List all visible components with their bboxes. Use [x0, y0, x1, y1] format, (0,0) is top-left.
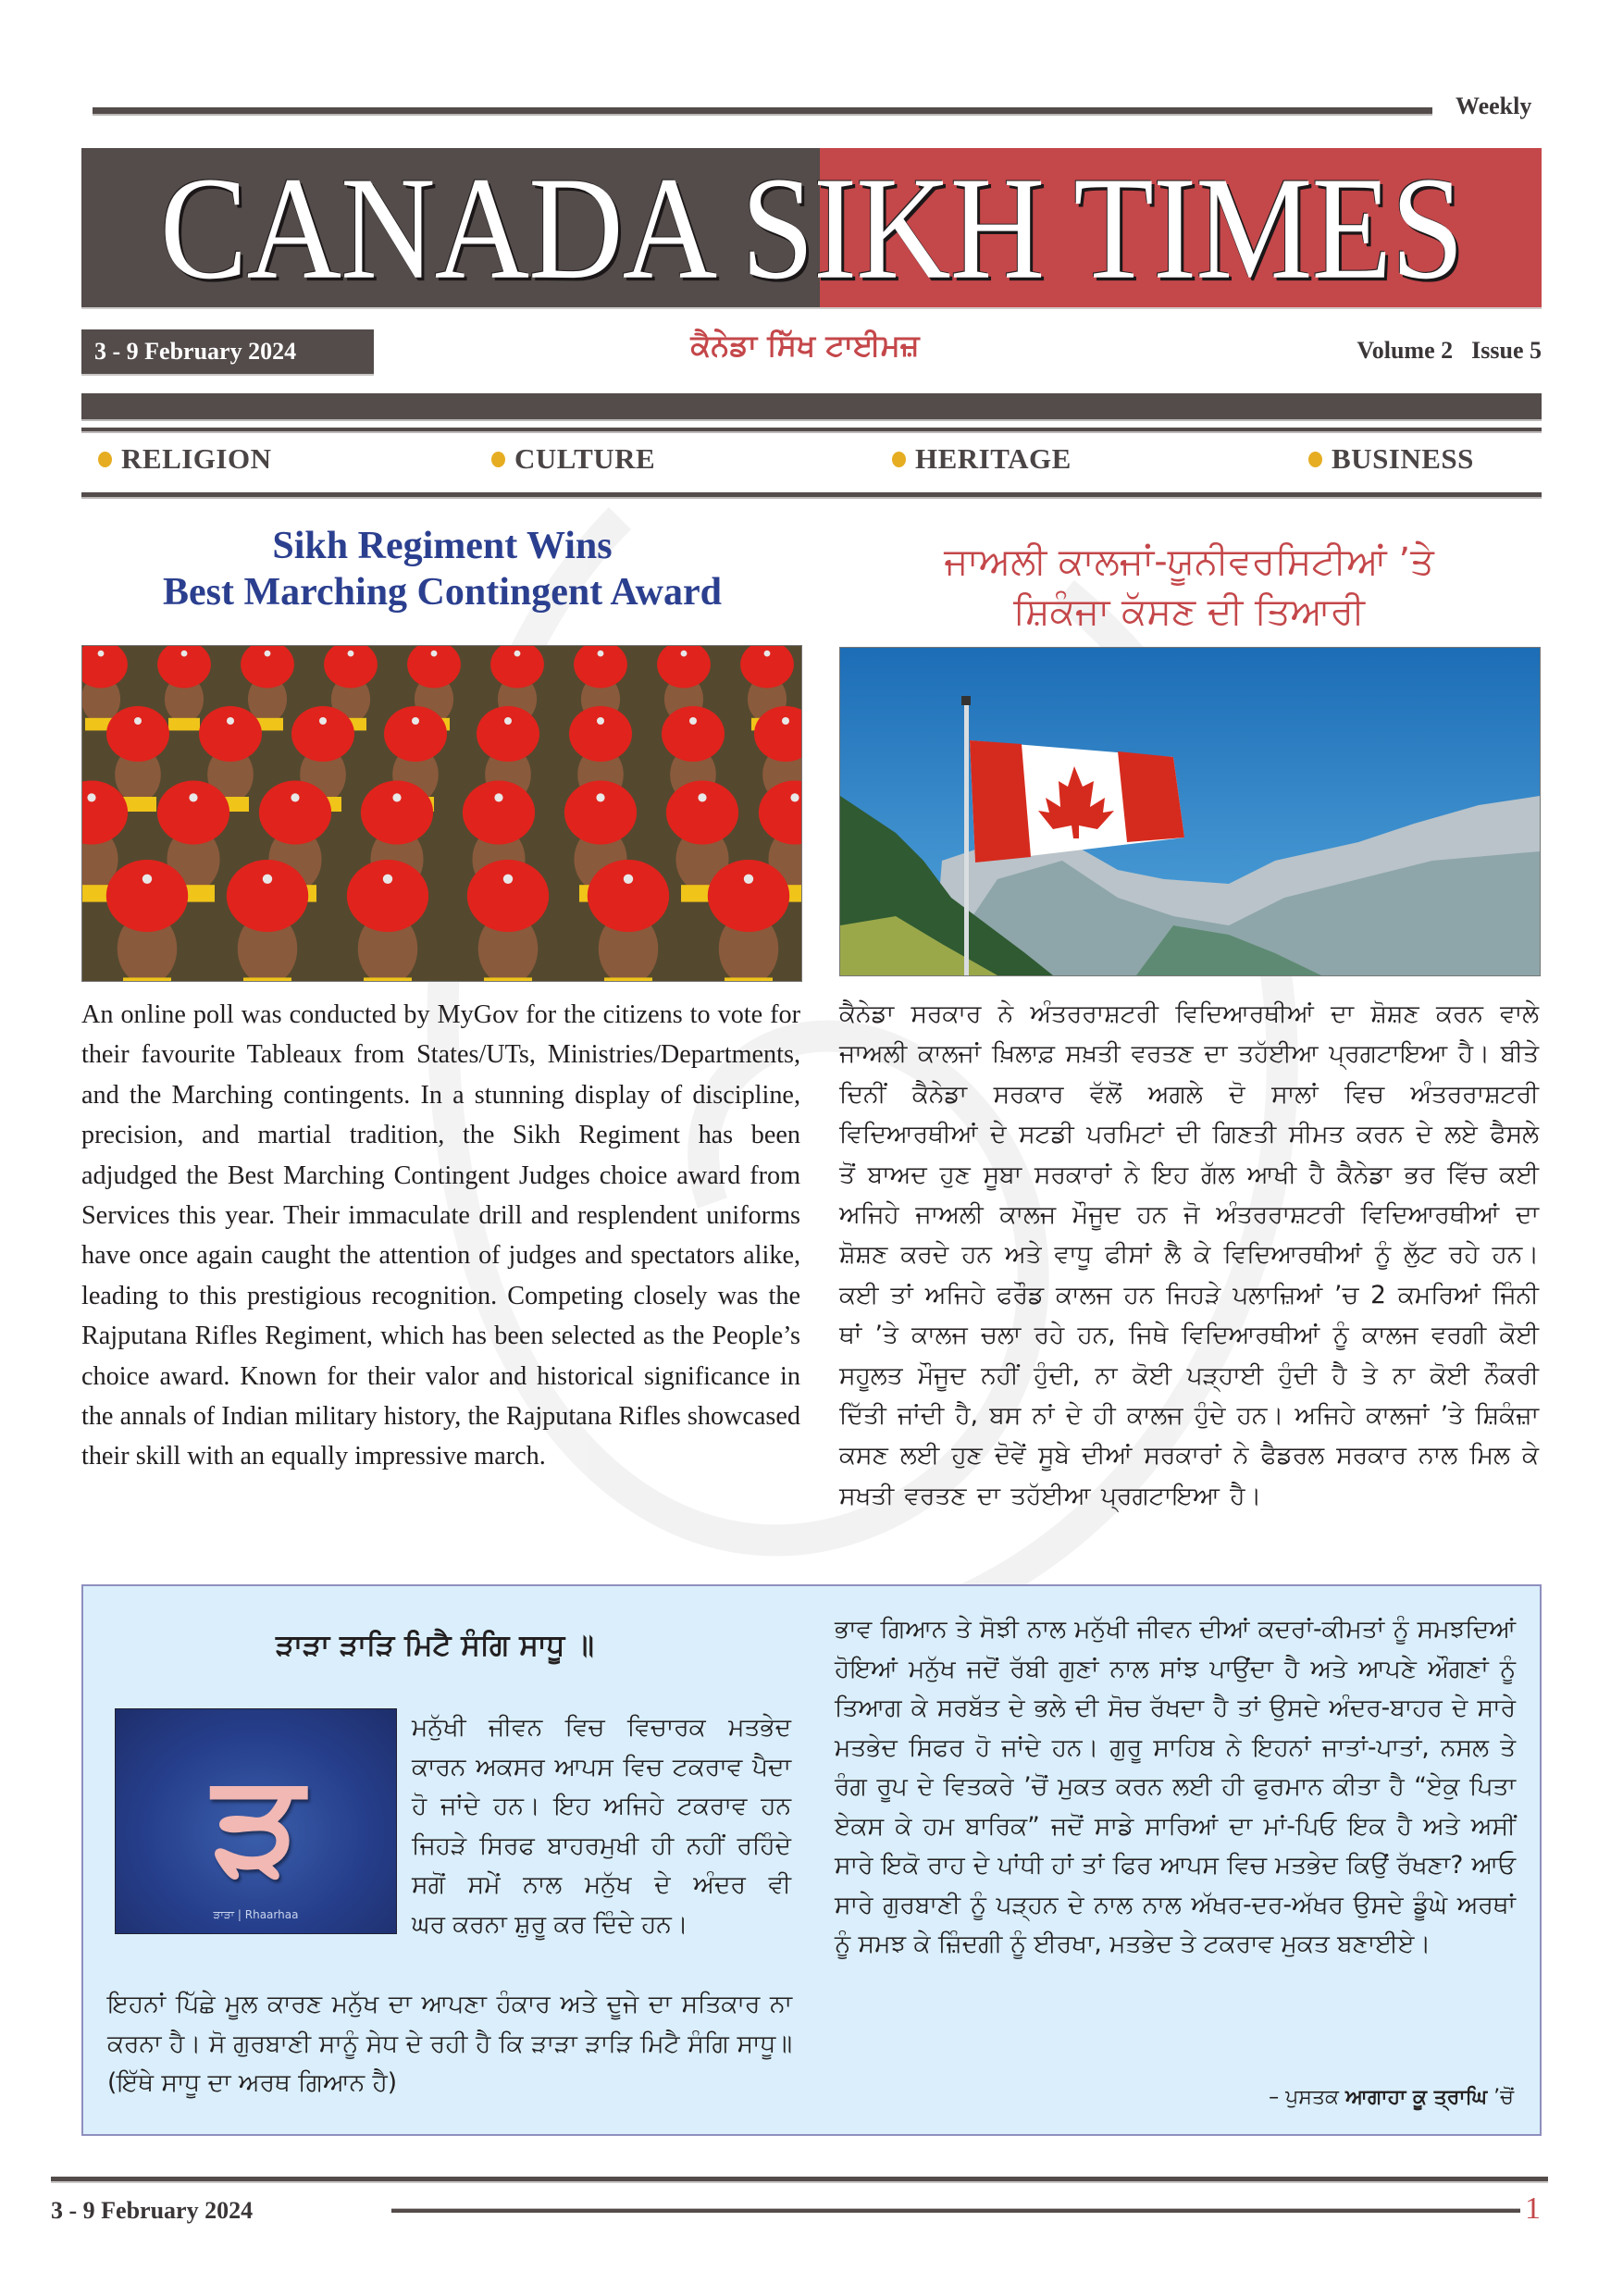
turban-badge [689, 717, 697, 725]
headline-line: Best Marching Contingent Award [163, 571, 722, 614]
turban-badge [790, 793, 799, 801]
turban-badge [744, 875, 753, 884]
headline-line: ਜਾਅਲੀ ਕਾਲਜਾਂ-ਯੂਨੀਵਰਸਿਟੀਆਂ ’ਤੇ [944, 540, 1434, 583]
soldier-scarf [604, 977, 652, 981]
frequency-label: Weekly [1456, 93, 1532, 119]
turban-badge [189, 793, 197, 801]
turban-badge [142, 875, 152, 884]
letter-caption: ੜਾੜਾ | Rhaarhaa [213, 1908, 299, 1921]
turban-badge [503, 875, 513, 884]
category-heritage[interactable] [892, 442, 1072, 476]
canada-flag-photo [839, 647, 1541, 976]
turban-badge [412, 717, 419, 725]
turban-badge [698, 793, 706, 801]
soldier-turban [569, 706, 632, 762]
soldier-turban [477, 706, 539, 762]
turban-badge [596, 793, 604, 801]
turban-badge [514, 651, 521, 657]
turban-badge [504, 717, 512, 725]
turban-badge [87, 793, 95, 801]
sikh-regiment-photo [81, 645, 802, 982]
right-article-headline [837, 537, 1541, 637]
soldier-turban [347, 860, 428, 932]
soldier-turban [564, 781, 637, 845]
soldiers-illustration [82, 646, 801, 981]
top-rule [93, 107, 1432, 116]
soldier-turban [666, 781, 738, 845]
turban-badge [598, 651, 604, 657]
category-culture[interactable] [491, 442, 655, 476]
soldier-turban [467, 860, 549, 932]
right-article-body: ਕੈਨੇਡਾ ਸਰਕਾਰ ਨੇ ਅੰਤਰਰਾਸ਼ਟਰੀ ਵਿਦਿਆਰਥੀਆਂ ਦਾ ਸ਼ੋਸ਼ਣ ਕਰਨ ਵਾਲੇ ਜਾਅਲੀ ਕਾਲਜਾਂ ਖ਼ਿਲਾਫ਼ ਸਖ਼ਤੀ ਵਰਤਣ ਦਾ ਤਹੱਈਆ ਪ੍ਰਗਟਾਇਆ ਹੈ। ਬੀਤੇ ਦਿਨੀਂ ਕੈਨੇਡਾ ਸਰਕਾਰ ਵੱਲੋਂ ਅਗਲੇ ਦੋ ਸਾਲਾਂ ਵਿਚ ਅੰਤਰਰਾਸ਼ਟਰੀ ਵਿਦਿਆਰਥੀਆਂ ਦੇ ਸਟਡੀ ਪਰਮਿਟਾਂ ਦੀ ਗਿਣਤੀ ਸੀਮਤ ਕਰਨ ਦੇ ਲਏ ਫੈਸਲੇ ਤੋਂ ਬਾਅਦ ਹੁਣ ਸੂਬਾ ਸਰਕਾਰਾਂ ਨੇ ਇਹ ਗੱਲ ਆਖੀ ਹੈ ਕੈਨੇਡਾ ਭਰ ਵਿੱਚ ਕਈ ਅਜਿਹੇ ਜਾਅਲੀ ਕਾਲਜ ਮੌਜੂਦ ਹਨ ਜੋ ਅੰਤਰਰਾਸ਼ਟਰੀ ਵਿਦਿਆਰਥੀਆਂ ਦਾ ਸ਼ੋਸ਼ਣ ਕਰਦੇ ਹਨ ਅਤੇ ਵਾਧੂ ਫੀਸਾਂ ਲੈ ਕੇ ਵਿਦਿਆਰਥੀਆਂ ਨੂੰ ਲੁੱਟ ਰਹੇ ਹਨ। ਕਈ ਤਾਂ ਅਜਿਹੇ ਫਰੌਡ ਕਾਲਜ ਹਨ ਜਿਹੜੇ ਪਲਾਜ਼ਿਆਂ ’ਚ 2 ਕਮਰਿਆਂ ਜਿੰਨੀ ਥਾਂ ’ਤੇ ਕਾਲਜ ਚਲਾ ਰਹੇ ਹਨ, ਜਿਥੇ ਵਿਦਿਆਰਥੀਆਂ ਨੂੰ ਕਾਲਜ ਵਰਗੀ ਕੋਈ ਸਹੂਲਤ ਮੌਜੂਦ ਨਹੀਂ ਹੁੰਦੀ, ਨਾ ਕੋਈ ਪੜ੍ਹਾਈ ਹੁੰਦੀ ਹੈ ਤੇ ਨਾ ਕੋਈ ਨੌਕਰੀ ਦਿੱਤੀ ਜਾਂਦੀ ਹੈ, ਬਸ ਨਾਂ ਦੇ ਹੀ ਕਾਲਜ ਹੁੰਦੇ ਹਨ। ਅਜਿਹੇ ਕਾਲਜਾਂ ’ਤੇ ਸ਼ਿਕੰਜ਼ਾ ਕਸਣ ਲਈ ਹੁਣ ਦੋਵੇਂ ਸੂਬੇ ਦੀਆਂ ਸਰਕਾਰਾਂ ਨੇ ਫੈਡਰਲ ਸਰਕਾਰ ਨਾਲ ਮਿਲ ਕੇ ਸਖਤੀ ਵਰਤਣ ਦਾ ਤਹੱਈਆ ਪ੍ਰਗਟਾਇਆ ਹੈ। [839, 999, 1539, 1510]
turban-badge [319, 717, 327, 725]
turban-badge [431, 651, 438, 657]
soldier-scarf [168, 718, 200, 731]
soldier-turban [662, 706, 725, 762]
turban-badge [624, 875, 633, 884]
reflection-paragraph-1 [412, 1708, 791, 1944]
left-article-body: An online poll was conducted by MyGov for the citizens to vote for their favourite Tableaux from States/UTs, Ministries/Departments, and the Marching contingents. In a stunning display of discipline, precision, and martial tradition, the Sikh Regiment has been adjudged the Best Marching Contingent Judges choice award from Services this year. Their immaculate drill and resplendent uniforms have once again caught the attention of judges and spectators alike, leading to this prestigious recognition. Competing closely was the Rajputana Rifles Regiment, which has been selected as the People’s choice award. Known for their valor and historical significance in the annals of Indian military history, the Rajputana Rifles showcased their skill with an equally impressive march. [81, 1000, 800, 1471]
reflection-paragraph-3: ਭਾਵ ਗਿਆਨ ਤੇ ਸੋਝੀ ਨਾਲ ਮਨੁੱਖੀ ਜੀਵਨ ਦੀਆਂ ਕਦਰਾਂ-ਕੀਮਤਾਂ ਨੂੰ ਸਮਝਦਿਆਂ ਹੋਇਆਂ ਮਨੁੱਖ ਜਦੋਂ ਰੱਬੀ ਗੁਣਾਂ ਨਾਲ ਸਾਂਝ ਪਾਉਂਦਾ ਹੈ ਅਤੇ ਆਪਣੇ ਔਗਣਾਂ ਨੂੰ ਤਿਆਗ ਕੇ ਸਰਬੱਤ ਦੇ ਭਲੇ ਦੀ ਸੋਚ ਰੱਖਦਾ ਹੈ ਤਾਂ ਉਸਦੇ ਅੰਦਰ-ਬਾਹਰ ਦੇ ਸਾਰੇ ਮਤਭੇਦ ਸਿਫਰ ਹੋ ਜਾਂਦੇ ਹਨ। ਗੁਰੂ ਸਾਹਿਬ ਨੇ ਇਹਨਾਂ ਜਾਤਾਂ-ਪਾਤਾਂ, ਨਸਲ ਤੇ ਰੰਗ ਰੂਪ ਦੇ ਵਿਤਕਰੇ ’ਚੋਂ ਮੁਕਤ ਕਰਨ ਲਈ ਹੀ ਫੁਰਮਾਨ ਕੀਤਾ ਹੈ “ਏਕੁ ਪਿਤਾ ਏਕਸ ਕੇ ਹਮ ਬਾਰਿਕ” ਜਦੋਂ ਸਾਡੇ ਸਾਰਿਆਂ ਦਾ ਮਾਂ-ਪਿਓ ਇਕ ਹੈ ਅਤੇ ਅਸੀਂ ਸਾਰੇ ਇਕੋ ਰਾਹ ਦੇ ਪਾਂਧੀ ਹਾਂ ਤਾਂ ਫਿਰ ਆਪਸ ਵਿਚ ਮਤਭੇਦ ਕਿਉਂ ਰੱਖਣਾ? ਆਓ ਸਾਰੇ ਗੁਰਬਾਣੀ ਨੂੰ ਪੜ੍ਹਨ ਦੇ ਨਾਲ ਨਾਲ ਅੱਖਰ-ਦਰ-ਅੱਖਰ ਉਸਦੇ ਡੂੰਘੇ ਅਰਥਾਂ ਨੂੰ ਸਮਝ ਕੇ ਜ਼ਿੰਦਗੀ ਨੂੰ ਈਰਖਾ, ਮਤਭੇਦ ਤੇ ਟਕਰਾਵ ਮੁਕਤ ਬਣਾਈਏ। [835, 1615, 1516, 1958]
soldier-turban [227, 860, 308, 932]
punjabi-masthead: ਕੈਨੇਡਾ ਸਿੱਖ ਟਾਈਮਜ਼ [690, 328, 920, 363]
soldier-turban [106, 706, 169, 762]
masthead-title: CANADA SIKH TIMES [159, 145, 1464, 310]
soldier-scarf [243, 977, 291, 981]
soldier-turban [708, 860, 789, 932]
turban-badge [494, 793, 502, 801]
category-label: HERITAGE [915, 442, 1072, 475]
paragraph-text: ਮਨੁੱਖੀ ਜੀਵਨ ਵਿਚ ਵਿਚਾਰਕ ਮਤਭੇਦ ਕਾਰਨ ਅਕਸਰ ਆਪਸ ਵਿਚ ਟਕਰਾਵ ਪੈਦਾ ਹੋ ਜਾਂਦੇ ਹਨ। ਇਹ ਅਜਿਹੇ ਟਕਰਾਵ ਹਨ ਜਿਹੜੇ ਸਿਰਫ ਬਾਹਰਮੁਖੀ ਹੀ ਨਹੀਂ ਰਹਿੰਦੇ ਸਗੋਂ ਸਮੇਂ ਨਾਲ ਮਨੁੱਖ ਦੇ ਅੰਦਰ ਵੀ [412, 1713, 791, 1899]
reflection-paragraph-2: ਇਹਨਾਂ ਪਿੱਛੇ ਮੂਲ ਕਾਰਣ ਮਨੁੱਖ ਦਾ ਆਪਣਾ ਹੰਕਾਰ ਅਤੇ ਦੂਜੇ ਦਾ ਸਤਿਕਾਰ ਨਾ ਕਰਨਾ ਹੈ। ਸੋ ਗੁਰਬਾਣੀ ਸਾਨੂੰ ਸੇਧ ਦੇ ਰਹੀ ਹੈ ਕਿ ੜਾੜਾ ੜਾੜਿ ਮਿਟੈ ਸੰਗਿ ਸਾਧੂ॥ (ਇੱਥੇ ਸਾਧੂ ਦਾ ਅਰਥ ਗਿਆਨ ਹੈ) [107, 1990, 792, 2097]
soldier-turban [199, 706, 262, 762]
reflection-source [1110, 2086, 1514, 2109]
gurmukhi-letter: ੜ [213, 1743, 304, 1904]
issue-date: 3 - 9 February 2024 [81, 329, 374, 376]
turban-badge [348, 651, 354, 657]
soldier-turban [157, 781, 229, 845]
soldier-scarf [725, 977, 773, 981]
bullet-icon [98, 452, 112, 467]
category-religion[interactable] [98, 442, 271, 476]
category-business[interactable] [1308, 442, 1474, 476]
footer-date: 3 - 9 February 2024 [51, 2197, 254, 2224]
category-label: CULTURE [514, 442, 656, 475]
turban-badge [782, 717, 789, 725]
issue-label: Issue 5 [1471, 337, 1542, 364]
soldier-turban [384, 706, 447, 762]
paragraph-text: ਘਰ ਕਰਨਾ ਸ਼ੁਰੂ ਕਰ ਦਿੰਦੇ ਹਨ। [412, 1909, 688, 1939]
page-number: 1 [1525, 2191, 1541, 2226]
source-book-title: ਆਗਾਹਾ ਕੂ ਤ੍ਰਾਘਿ [1345, 2086, 1488, 2109]
category-nav [81, 435, 1542, 492]
soldier-turban [106, 860, 188, 932]
turban-badge [383, 875, 392, 884]
footer-line [391, 2208, 1520, 2213]
turban-badge [597, 717, 604, 725]
soldier-scarf [484, 977, 532, 981]
turban-badge [265, 651, 271, 657]
turban-badge [681, 651, 688, 657]
soldier-turban [463, 781, 535, 845]
turban-badge [392, 793, 401, 801]
turban-badge [764, 651, 771, 657]
category-label: RELIGION [121, 442, 272, 475]
header-band [81, 393, 1542, 421]
turban-badge [134, 717, 142, 725]
soldier-scarf [364, 977, 412, 981]
turban-badge [98, 651, 105, 657]
bullet-icon [1308, 452, 1322, 467]
soldier-scarf [123, 977, 171, 981]
turban-badge [181, 651, 188, 657]
header-rule [81, 428, 1542, 433]
soldier-turban [291, 706, 354, 762]
category-rule [81, 492, 1542, 499]
soldier-turban [361, 781, 433, 845]
bullet-icon [892, 452, 906, 467]
source-prefix: – ਪੁਸਤਕ [1269, 2086, 1340, 2109]
soldier-turban [259, 781, 331, 845]
soldier-turban [588, 860, 669, 932]
volume-issue [1277, 337, 1542, 365]
source-suffix: ’ਚੋਂ [1493, 2086, 1514, 2109]
left-article-headline [81, 523, 803, 615]
turban-badge [263, 875, 272, 884]
bullet-icon [491, 452, 505, 467]
rhaarhaa-letter-card [115, 1708, 397, 1934]
category-label: BUSINESS [1332, 442, 1474, 475]
headline-line: Sikh Regiment Wins [272, 525, 613, 567]
flag-mountains-illustration [840, 648, 1540, 975]
footer-rule [51, 2177, 1548, 2183]
reflection-title: ੜਾੜਾ ੜਾੜਿ ਮਿਟੈ ਸੰਗਿ ਸਾਧੂ ॥ [276, 1629, 594, 1662]
volume-label: Volume 2 [1357, 337, 1454, 364]
headline-line: ਸ਼ਿਕੰਜਾ ਕੱਸਣ ਦੀ ਤਿਆਰੀ [1013, 590, 1365, 633]
turban-badge [227, 717, 234, 725]
turban-badge [291, 793, 299, 801]
